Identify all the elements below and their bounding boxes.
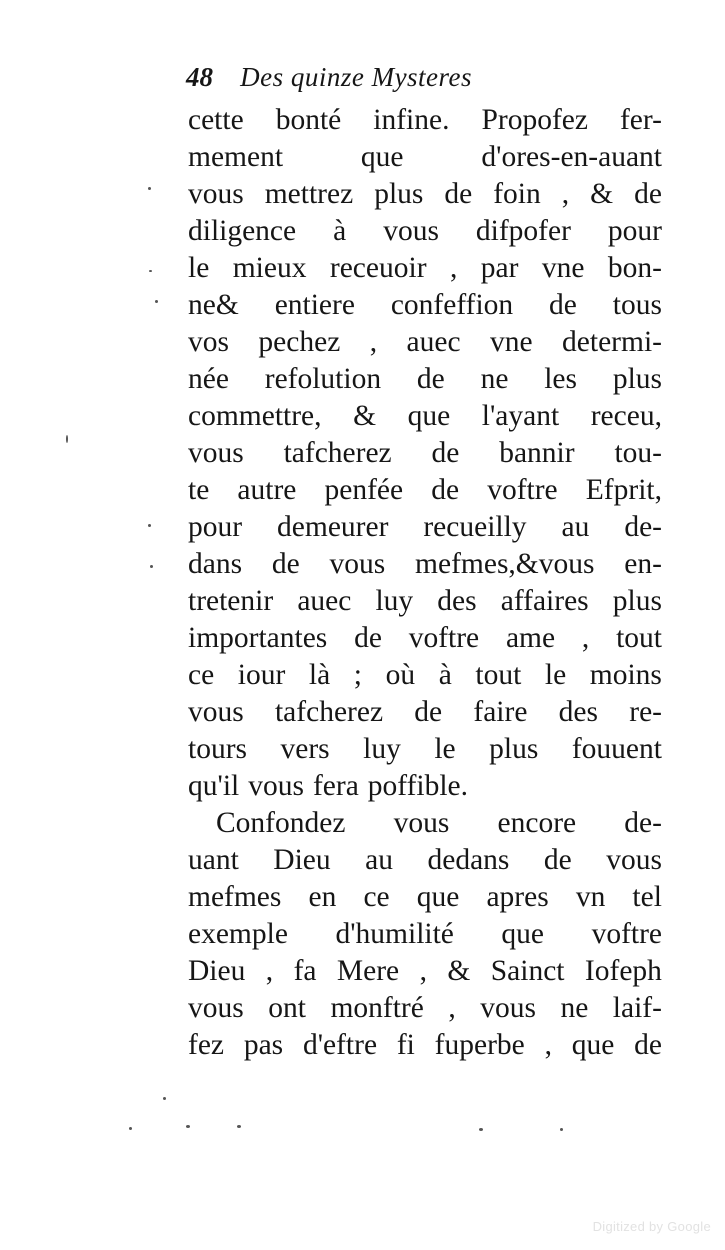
word: fera [312,770,359,802]
word: refolution [264,363,382,395]
word: de [634,1029,662,1061]
word: vne [541,252,585,284]
word: vn [575,881,606,913]
word: ne& [188,289,239,321]
word: exemple [188,918,288,950]
word: au [365,844,393,876]
print-speck [149,270,152,272]
word: demeurer [277,511,389,543]
word: cette [188,104,244,136]
word: monftré [330,992,424,1024]
print-speck [66,435,68,443]
word: & [353,400,377,432]
word: fa [293,955,317,987]
word: vne [490,326,533,358]
word: re- [629,696,662,728]
word: recueilly [423,511,527,543]
word: , [265,955,274,987]
word: dans [188,548,243,580]
word: en [308,881,337,913]
word: voftre [591,918,662,950]
word: plus [612,585,662,617]
text-line [188,176,662,213]
word: que [407,400,451,432]
word: uant [188,844,239,876]
word: tous [612,289,662,321]
word: autre [237,474,297,506]
word: Efprit, [585,474,662,506]
text-line [188,1027,662,1064]
word: Sainct [490,955,565,987]
text-line [188,694,662,731]
word: vous [188,178,244,210]
word: des [558,696,598,728]
word: tout [616,622,662,654]
word: vous [383,215,439,247]
word: vous [248,770,304,802]
word: fer- [619,104,662,136]
text-line [188,472,662,509]
word: poffible. [367,770,469,802]
word: , [544,1029,552,1061]
word: faire [473,696,528,728]
word: confeffion [390,289,514,321]
word: Iofeph [584,955,662,987]
word: receu, [590,400,662,432]
text-line [188,398,662,435]
word: pour [188,511,243,543]
word: tafcherez [274,696,384,728]
print-speck [186,1125,190,1128]
word: tours [188,733,247,765]
text-line [188,953,662,990]
text-line [188,546,662,583]
word: vous [606,844,662,876]
print-speck [150,565,153,568]
word: le [544,659,567,691]
text-line [188,731,662,768]
text-line [188,916,662,953]
text-line [188,102,662,139]
running-head [186,62,606,102]
word: pour [607,215,662,247]
print-speck [237,1125,241,1128]
word: foin [493,178,541,210]
print-speck [148,524,151,527]
word: ce [188,659,215,691]
word: auec [406,326,461,358]
word: de [271,548,300,580]
word: par [480,252,519,284]
word: dedans [427,844,510,876]
text-line [188,509,662,546]
word: tout [475,659,522,691]
text-line [188,879,662,916]
watermark: Digitized by Google [592,1219,711,1234]
word: Dieu [273,844,331,876]
word: de [416,363,445,395]
running-title: Des quinze Mysteres [240,62,473,92]
print-speck [560,1128,563,1131]
word: Mere [336,955,400,987]
print-speck [479,1128,483,1131]
text-line [188,435,662,472]
word: de [444,178,473,210]
text-line [188,287,662,324]
word: que [501,918,545,950]
word: ce [363,881,390,913]
text-line [188,768,662,805]
word: vous [188,696,244,728]
page-number: 48 [186,62,213,92]
word: de [634,178,662,210]
word: pas [243,1029,284,1061]
text-line [188,842,662,879]
word: de [414,696,443,728]
word: , [369,326,378,358]
word: & [447,955,471,987]
word: d'humilité [335,918,454,950]
word: mefmes,&vous [415,548,595,580]
word: que [571,1029,615,1061]
word: entiere [274,289,355,321]
word: vous [393,807,450,839]
word: de [354,622,382,654]
word: ne [480,363,509,395]
word: de- [624,807,662,839]
word: luy [363,733,401,765]
word: le [188,252,210,284]
print-speck [148,187,151,190]
word: diligence [188,215,297,247]
word: iour [237,659,286,691]
word: plus [612,363,662,395]
word: auec [297,585,352,617]
print-speck [163,1097,166,1100]
word: l'ayant [481,400,560,432]
word: ne [560,992,589,1024]
word: de [431,474,460,506]
word: receuoir [329,252,427,284]
word: fi [396,1029,415,1061]
text-line [188,213,662,250]
word: Dieu [188,955,246,987]
word: Confondez [216,807,346,839]
word: mement [188,141,284,173]
print-speck [129,1127,132,1130]
word: née [188,363,229,395]
word: penfée [324,474,404,506]
word: là [308,659,331,691]
word: qu'il [188,770,240,802]
word: commettre, [188,400,322,432]
word: , [561,178,570,210]
text-line [188,139,662,176]
word: fouuent [571,733,662,765]
text-line [188,657,662,694]
word: d'ores-en-auant [481,141,662,173]
word: mefmes [188,881,282,913]
word: en- [624,548,662,580]
word: , [448,992,456,1024]
word: fuperbe [434,1029,525,1061]
word: voftre [408,622,480,654]
word: mieux [232,252,307,284]
word: les [544,363,577,395]
word: luy [375,585,414,617]
word: de [543,844,572,876]
word: vous [329,548,386,580]
word: des [437,585,477,617]
word: de [549,289,577,321]
word: laif- [612,992,662,1024]
word: au [561,511,590,543]
text-line [188,620,662,657]
word: fez [188,1029,225,1061]
text-line [188,805,662,842]
word: vers [280,733,330,765]
word: bon- [607,252,662,284]
word: affaires [500,585,589,617]
word: ; [353,659,362,691]
word: encore [497,807,577,839]
word: pechez [258,326,341,358]
word: importantes [188,622,328,654]
text-line [188,324,662,361]
word: ame [505,622,556,654]
text-line [188,583,662,620]
text-line [188,361,662,398]
word: determi- [562,326,662,358]
word: vous [188,437,244,469]
text-line [188,990,662,1027]
word: vous [480,992,536,1024]
word: plus [374,178,424,210]
word: te [188,474,210,506]
word: où [385,659,416,691]
word: tretenir [188,585,274,617]
word: apres [486,881,549,913]
word: d'eftre [302,1029,378,1061]
body-text [188,102,662,1064]
word: vous [188,992,244,1024]
word: de- [624,511,662,543]
word: , [581,622,590,654]
word: le [434,733,456,765]
word: à [438,659,452,691]
word: & [590,178,614,210]
word: à [333,215,347,247]
word: vos [188,326,229,358]
word: tafcherez [283,437,392,469]
word: voftre [487,474,558,506]
word: infine. [373,104,450,136]
word: plus [489,733,539,765]
word: moins [589,659,662,691]
word: tel [632,881,662,913]
print-speck [155,300,158,303]
word: , [449,252,458,284]
word: , [419,955,427,987]
word: de [431,437,460,469]
word: que [360,141,404,173]
word: bannir [499,437,575,469]
word: tou- [614,437,662,469]
word: que [416,881,460,913]
text-line [188,250,662,287]
word: mettrez [264,178,354,210]
word: ont [268,992,306,1024]
word: Propofez [481,104,588,136]
word: bonté [275,104,342,136]
word: difpofer [475,215,571,247]
